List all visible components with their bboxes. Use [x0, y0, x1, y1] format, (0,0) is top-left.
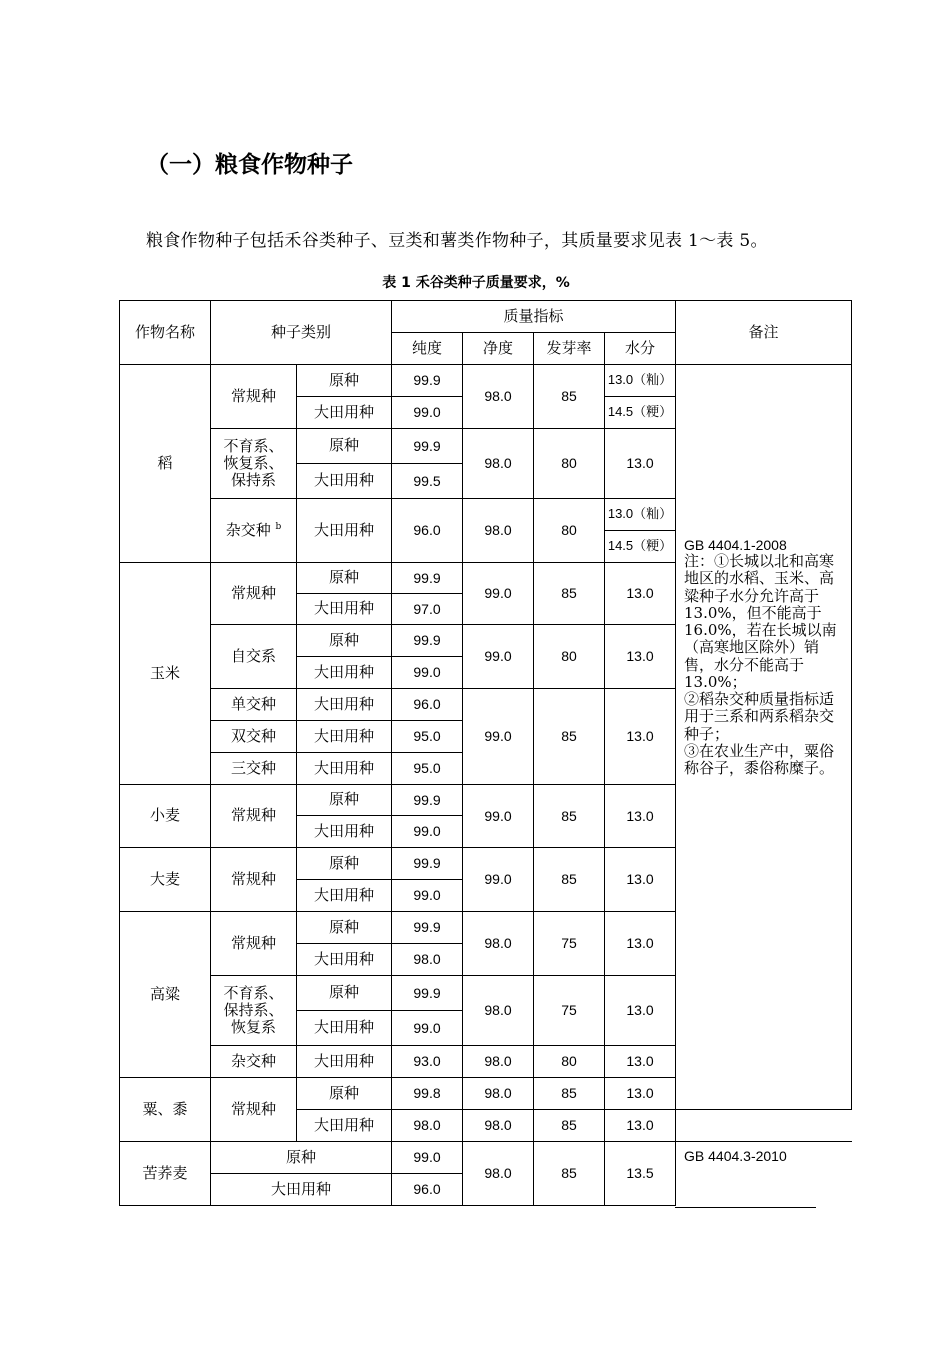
purity-cell: 99.9: [392, 848, 463, 880]
crop-sorghum: 高粱: [120, 912, 211, 1078]
header-germination: 发芽率: [534, 333, 605, 365]
germination-cell: 85: [534, 1110, 605, 1142]
subtype-original: 原种: [297, 785, 392, 816]
type-conventional: 常规种: [211, 1078, 297, 1142]
type-conventional: 常规种: [211, 848, 297, 912]
type-triple-cross: 三交种: [211, 753, 297, 785]
purity-cell: 99.9: [392, 785, 463, 816]
purity-cell: 96.0: [392, 689, 463, 721]
header-crop: 作物名称: [120, 301, 211, 365]
cleanliness-cell: 98.0: [463, 429, 534, 499]
moisture-cell: 13.0: [605, 785, 676, 848]
moisture-cell: 13.5: [605, 1142, 676, 1206]
cleanliness-cell: 98.0: [463, 1110, 534, 1142]
purity-cell: 99.9: [392, 429, 463, 464]
type-single-cross: 单交种: [211, 689, 297, 721]
purity-cell: 98.0: [392, 944, 463, 976]
remark-note-2: ②稻杂交种质量指标适用于三系和两系稻杂交种子；: [684, 690, 835, 743]
purity-cell: 99.0: [392, 397, 463, 429]
crop-barley: 大麦: [120, 848, 211, 912]
subtype-field: 大田用种: [297, 816, 392, 848]
germination-cell: 85: [534, 785, 605, 848]
seed-quality-table: [119, 300, 852, 1206]
remark-cell-gb4404-1: [676, 365, 852, 1110]
remark-cell-gb4404-3: GB 4404.3-2010: [676, 1142, 852, 1206]
germination-cell: 75: [534, 976, 605, 1046]
cleanliness-cell: 99.0: [463, 689, 534, 785]
purity-cell: 99.9: [392, 365, 463, 397]
subtype-original: 原种: [297, 912, 392, 944]
germination-cell: 85: [534, 848, 605, 912]
purity-cell: 99.9: [392, 912, 463, 944]
header-remark: 备注: [676, 301, 852, 365]
purity-cell: 99.5: [392, 464, 463, 499]
purity-cell: 98.0: [392, 1110, 463, 1142]
intro-paragraph: 粮食作物种子包括禾谷类种子、豆类和薯类作物种子，其质量要求见表 1～表 5。: [146, 231, 768, 251]
subtype-field: 大田用种: [297, 1110, 392, 1142]
subtype-original: 原种: [297, 429, 392, 464]
table-caption: 表 1 禾谷类种子质量要求，%: [382, 275, 570, 291]
subtype-original: 原种: [297, 1078, 392, 1110]
subtype-original: 原种: [297, 976, 392, 1011]
purity-cell: 97.0: [392, 594, 463, 625]
subtype-field: 大田用种: [297, 1011, 392, 1046]
remark-standard: GB 4404.1-2008: [684, 537, 787, 553]
type-rice-lines: 不育系、 恢复系、 保持系: [211, 429, 297, 499]
purity-cell: 95.0: [392, 753, 463, 785]
type-sorghum-lines: 不育系、 保持系、 恢复系: [211, 976, 297, 1046]
table-bottom-rule: [675, 1207, 816, 1208]
header-cleanliness: 净度: [463, 333, 534, 365]
purity-cell: 99.9: [392, 976, 463, 1011]
germination-cell: 85: [534, 365, 605, 429]
moisture-cell: 13.0: [605, 563, 676, 625]
cleanliness-cell: 99.0: [463, 563, 534, 625]
crop-rice: 稻: [120, 365, 211, 563]
germination-cell: 85: [534, 1078, 605, 1110]
header-moisture: 水分: [605, 333, 676, 365]
germination-cell: 85: [534, 1142, 605, 1206]
type-conventional: 常规种: [211, 912, 297, 976]
germination-cell: 80: [534, 429, 605, 499]
cleanliness-cell: 98.0: [463, 499, 534, 563]
header-category: 种子类别: [211, 301, 392, 365]
type-conventional: 常规种: [211, 563, 297, 625]
subtype-field: 大田用种: [297, 944, 392, 976]
moisture-cell: 13.0: [605, 912, 676, 976]
subtype-field: 大田用种: [297, 397, 392, 429]
germination-cell: 80: [534, 625, 605, 689]
type-inbred: 自交系: [211, 625, 297, 689]
header-purity: 纯度: [392, 333, 463, 365]
cleanliness-cell: 98.0: [463, 1046, 534, 1078]
purity-cell: 99.0: [392, 1142, 463, 1174]
cleanliness-cell: 98.0: [463, 976, 534, 1046]
moisture-cell: 13.0: [605, 625, 676, 689]
type-hybrid: 杂交种 $^b$: [211, 499, 297, 563]
crop-millet: 粟、黍: [120, 1078, 211, 1142]
moisture-cell: 13.0（籼）: [605, 365, 676, 397]
subtype-field: 大田用种: [297, 880, 392, 912]
moisture-cell: 14.5（粳）: [605, 397, 676, 429]
type-hybrid: 杂交种: [211, 1046, 297, 1078]
remark-note-3: ③在农业生产中，粟俗称谷子，黍俗称糜子。: [684, 741, 835, 778]
moisture-cell: 13.0: [605, 429, 676, 499]
subtype-field: 大田用种: [297, 594, 392, 625]
subtype-original: 原种: [297, 848, 392, 880]
moisture-cell: 13.0: [605, 1110, 676, 1142]
moisture-cell: 13.0: [605, 689, 676, 785]
type-double-cross: 双交种: [211, 721, 297, 753]
subtype-original: 原种: [297, 563, 392, 594]
type-conventional: 常规种: [211, 785, 297, 848]
header-quality: 质量指标: [392, 301, 676, 333]
subtype-field: 大田用种: [297, 753, 392, 785]
purity-cell: 99.8: [392, 1078, 463, 1110]
moisture-cell: 14.5（粳）: [605, 531, 676, 563]
moisture-cell: 13.0: [605, 976, 676, 1046]
subtype-field: 大田用种: [297, 464, 392, 499]
crop-corn: 玉米: [120, 563, 211, 785]
subtype-field: 大田用种: [297, 499, 392, 563]
cleanliness-cell: 98.0: [463, 1078, 534, 1110]
purity-cell: 96.0: [392, 499, 463, 563]
purity-cell: 99.0: [392, 1011, 463, 1046]
section-heading: （一）粮食作物种子: [146, 151, 353, 178]
remark-note-1: 注：①长城以北和高寒地区的水稻、玉米、高粱种子水分允许高于 13.0%，但不能高于 16.0%，若在长城以南（高寒地区除外）销售，水分不能高于 13.0%；: [684, 552, 837, 691]
cleanliness-cell: 98.0: [463, 912, 534, 976]
moisture-cell: 13.0: [605, 1046, 676, 1078]
purity-cell: 99.0: [392, 816, 463, 848]
purity-cell: 95.0: [392, 721, 463, 753]
crop-wheat: 小麦: [120, 785, 211, 848]
type-conventional: 常规种: [211, 365, 297, 429]
subtype-field: 大田用种: [297, 721, 392, 753]
germination-cell: 85: [534, 689, 605, 785]
subtype-field: 大田用种: [297, 689, 392, 721]
subtype-original: 原种: [297, 625, 392, 657]
subtype-field: 大田用种: [297, 657, 392, 689]
subtype-field: 大田用种: [297, 1046, 392, 1078]
moisture-cell: 13.0: [605, 1078, 676, 1110]
germination-cell: 75: [534, 912, 605, 976]
purity-cell: 99.9: [392, 625, 463, 657]
purity-cell: 99.0: [392, 880, 463, 912]
subtype-original: 原种: [297, 365, 392, 397]
purity-cell: 93.0: [392, 1046, 463, 1078]
subtype-original: 原种: [211, 1142, 392, 1174]
purity-cell: 96.0: [392, 1174, 463, 1206]
moisture-cell: 13.0: [605, 848, 676, 912]
cleanliness-cell: 98.0: [463, 1142, 534, 1206]
cleanliness-cell: 99.0: [463, 848, 534, 912]
germination-cell: 85: [534, 563, 605, 625]
cleanliness-cell: 98.0: [463, 365, 534, 429]
subtype-field: 大田用种: [211, 1174, 392, 1206]
purity-cell: 99.9: [392, 563, 463, 594]
cleanliness-cell: 99.0: [463, 785, 534, 848]
germination-cell: 80: [534, 499, 605, 563]
cleanliness-cell: 99.0: [463, 625, 534, 689]
moisture-cell: 13.0（籼）: [605, 499, 676, 531]
crop-buckwheat: 苦荞麦: [120, 1142, 211, 1206]
germination-cell: 80: [534, 1046, 605, 1078]
purity-cell: 99.0: [392, 657, 463, 689]
